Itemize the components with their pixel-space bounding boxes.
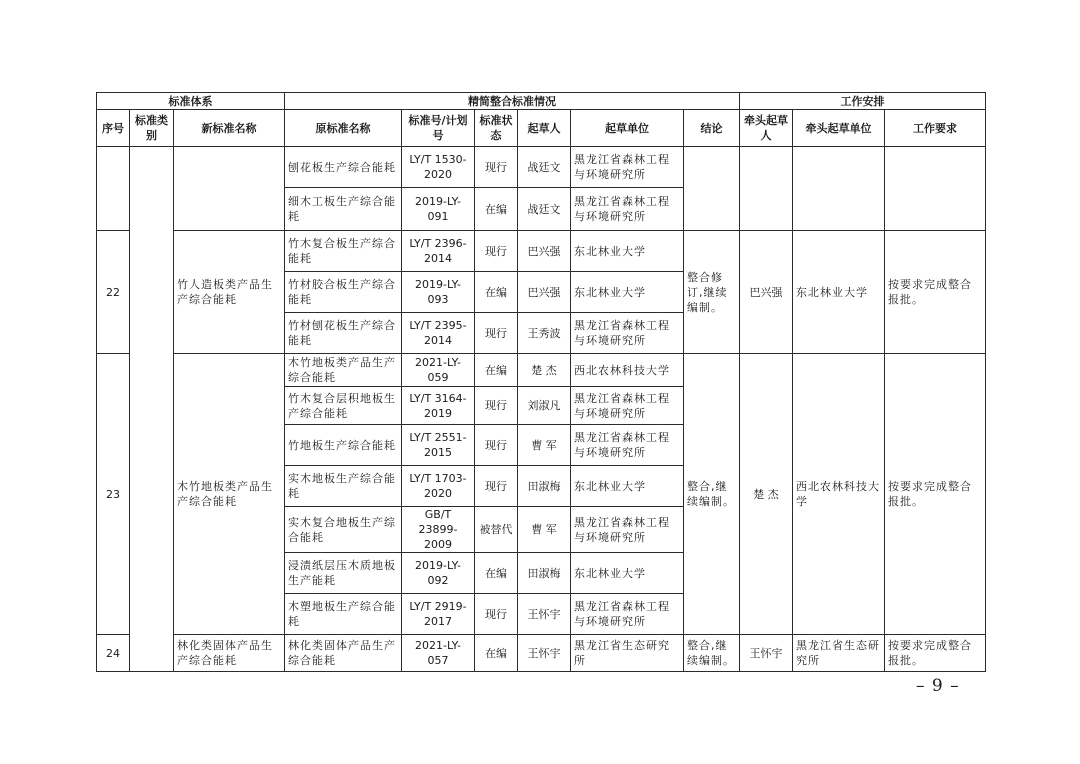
orig-name-cell: 实木复合地板生产综合能耗 [285,507,402,553]
conclusion-cell: 整合修订,继续编制。 [684,231,740,354]
col-lead-drafter: 牵头起草人 [740,110,793,147]
orig-name-cell: 竹材胶合板生产综合能耗 [285,272,402,313]
col-status: 标准状态 [475,110,518,147]
lead-unit-cell: 东北林业大学 [793,231,885,354]
unit-cell: 东北林业大学 [571,466,684,507]
status-cell: 在编 [475,272,518,313]
requirement-cell: 按要求完成整合报批。 [885,635,986,672]
status-cell: 被替代 [475,507,518,553]
table-row [97,231,986,272]
unit-cell: 东北林业大学 [571,231,684,272]
orig-name-cell: 竹木复合层积地板生产综合能耗 [285,387,402,425]
orig-name-cell: 林化类固体产品生产综合能耗 [285,635,402,672]
unit-cell: 西北农林科技大学 [571,354,684,387]
lead-unit-cell: 西北农林科技大学 [793,354,885,635]
drafter-cell: 王怀宇 [518,594,571,635]
col-std-no: 标准号/计划号 [402,110,475,147]
header-consolidation: 精简整合标准情况 [285,93,740,110]
std-no-cell: LY/T 2396-2014 [402,231,475,272]
orig-name-cell: 细木工板生产综合能耗 [285,188,402,231]
status-cell: 现行 [475,594,518,635]
orig-name-cell: 竹材刨花板生产综合能耗 [285,313,402,354]
header-group-row [97,93,986,110]
col-category: 标准类别 [130,110,174,147]
status-cell: 在编 [475,354,518,387]
std-no-cell: LY/T 1703-2020 [402,466,475,507]
new-name-cell: 竹人造板类产品生产综合能耗 [174,231,285,354]
seq-cell [97,147,130,231]
seq-cell: 22 [97,231,130,354]
std-no-cell: LY/T 1530-2020 [402,147,475,188]
col-orig-name: 原标准名称 [285,110,402,147]
table-row [97,635,986,672]
orig-name-cell: 刨花板生产综合能耗 [285,147,402,188]
col-seq: 序号 [97,110,130,147]
drafter-cell: 王怀宇 [518,635,571,672]
drafter-cell: 曹 军 [518,425,571,466]
std-no-cell: LY/T 3164-2019 [402,387,475,425]
drafter-cell: 田淑梅 [518,466,571,507]
lead-drafter-cell [740,147,793,231]
orig-name-cell: 浸渍纸层压木质地板生产能耗 [285,553,402,594]
drafter-cell: 曹 军 [518,507,571,553]
std-no-cell: LY/T 2395-2014 [402,313,475,354]
std-no-cell: 2019-LY-092 [402,553,475,594]
std-no-cell: 2019-LY-093 [402,272,475,313]
new-name-cell: 林化类固体产品生产综合能耗 [174,635,285,672]
unit-cell: 黑龙江省森林工程与环境研究所 [571,313,684,354]
std-no-cell: LY/T 2551-2015 [402,425,475,466]
status-cell: 现行 [475,313,518,354]
seq-cell: 23 [97,354,130,635]
conclusion-cell: 整合,继续编制。 [684,635,740,672]
std-no-cell: GB/T 23899-2009 [402,507,475,553]
orig-name-cell: 竹地板生产综合能耗 [285,425,402,466]
status-cell: 现行 [475,425,518,466]
seq-cell: 24 [97,635,130,672]
unit-cell: 东北林业大学 [571,272,684,313]
std-no-cell: LY/T 2919-2017 [402,594,475,635]
unit-cell: 东北林业大学 [571,553,684,594]
col-requirement: 工作要求 [885,110,986,147]
lead-unit-cell: 黑龙江省生态研究所 [793,635,885,672]
std-no-cell: 2019-LY-091 [402,188,475,231]
status-cell: 现行 [475,147,518,188]
status-cell: 现行 [475,387,518,425]
unit-cell: 黑龙江省森林工程与环境研究所 [571,387,684,425]
drafter-cell: 战廷文 [518,147,571,188]
conclusion-cell: 整合,继续编制。 [684,354,740,635]
new-name-cell: 木竹地板类产品生产综合能耗 [174,354,285,635]
std-no-cell: 2021-LY-057 [402,635,475,672]
drafter-cell: 王秀波 [518,313,571,354]
unit-cell: 黑龙江省森林工程与环境研究所 [571,594,684,635]
lead-drafter-cell: 巴兴强 [740,231,793,354]
conclusion-cell [684,147,740,231]
unit-cell: 黑龙江省森林工程与环境研究所 [571,147,684,188]
page-number: – 9 – [916,676,960,696]
col-unit: 起草单位 [571,110,684,147]
orig-name-cell: 木塑地板生产综合能耗 [285,594,402,635]
drafter-cell: 楚 杰 [518,354,571,387]
col-conclusion: 结论 [684,110,740,147]
table-body [97,147,986,672]
drafter-cell: 巴兴强 [518,272,571,313]
category-cell [130,147,174,672]
col-lead-unit: 牵头起草单位 [793,110,885,147]
drafter-cell: 战廷文 [518,188,571,231]
requirement-cell: 按要求完成整合报批。 [885,231,986,354]
lead-unit-cell [793,147,885,231]
col-drafter: 起草人 [518,110,571,147]
status-cell: 现行 [475,466,518,507]
drafter-cell: 刘淑凡 [518,387,571,425]
standards-table [96,92,986,672]
col-new-name: 新标准名称 [174,110,285,147]
header-column-row [97,110,986,147]
status-cell: 在编 [475,635,518,672]
new-name-cell [174,147,285,231]
unit-cell: 黑龙江省森林工程与环境研究所 [571,507,684,553]
lead-drafter-cell: 楚 杰 [740,354,793,635]
requirement-cell [885,147,986,231]
drafter-cell: 巴兴强 [518,231,571,272]
requirement-cell: 按要求完成整合报批。 [885,354,986,635]
drafter-cell: 田淑梅 [518,553,571,594]
lead-drafter-cell: 王怀宇 [740,635,793,672]
status-cell: 在编 [475,553,518,594]
orig-name-cell: 实木地板生产综合能耗 [285,466,402,507]
header-work-arrangement: 工作安排 [740,93,986,110]
table-row [97,147,986,188]
header-std-system: 标准体系 [97,93,285,110]
status-cell: 现行 [475,231,518,272]
status-cell: 在编 [475,188,518,231]
unit-cell: 黑龙江省生态研究所 [571,635,684,672]
orig-name-cell: 木竹地板类产品生产综合能耗 [285,354,402,387]
orig-name-cell: 竹木复合板生产综合能耗 [285,231,402,272]
unit-cell: 黑龙江省森林工程与环境研究所 [571,425,684,466]
table-row [97,354,986,387]
unit-cell: 黑龙江省森林工程与环境研究所 [571,188,684,231]
std-no-cell: 2021-LY-059 [402,354,475,387]
